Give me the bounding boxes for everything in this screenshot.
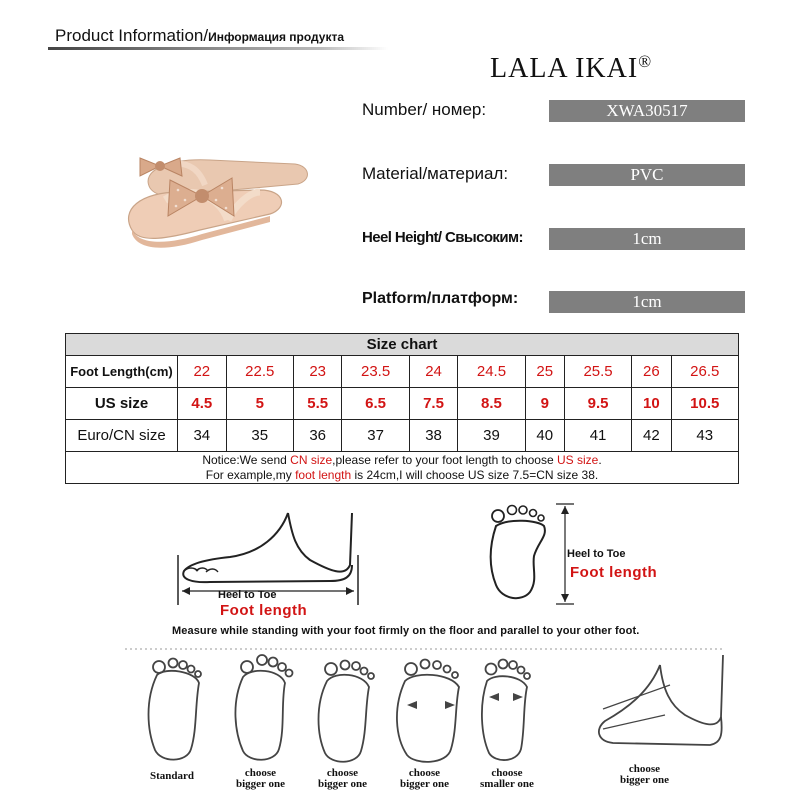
sole-heel-to-toe-label: Heel to Toe [567, 548, 626, 560]
euro-size-cell: 43 [671, 420, 738, 452]
fit-label-line: choose [408, 767, 441, 779]
fit-label-line: choose [628, 763, 661, 775]
fit-label-long-toes [318, 768, 367, 790]
euro-size-cell: 40 [525, 420, 564, 452]
us-size-cell: 10 [632, 388, 671, 420]
spec-label-heel-height: Heel Height/ Свысоким: [362, 229, 523, 246]
us-size-cell: 10.5 [671, 388, 738, 420]
us-size-cell: 8.5 [458, 388, 525, 420]
row-label-euro-cn-size: Euro/CN size [66, 420, 178, 452]
fit-label-high-instep [620, 764, 669, 786]
fit-label-line: Standard [150, 770, 195, 782]
section-title [55, 26, 344, 46]
fit-label-line: bigger one [620, 774, 669, 786]
spec-label-material: Material/материал: [362, 164, 509, 183]
notice-line-1 [66, 453, 738, 468]
foot-narrow-sole [482, 660, 530, 761]
brand-logo [490, 52, 652, 85]
fit-label-wide-sole [400, 768, 449, 790]
fit-label-narrow-sole [480, 768, 534, 790]
euro-size-cell: 35 [226, 420, 293, 452]
fit-label-line: choose [326, 767, 359, 779]
spec-label-number: Number/ номер: [362, 100, 487, 119]
spec-label-platform: Platform/платформ: [362, 290, 519, 307]
row-label-us-size: US size [66, 388, 178, 420]
size-chart-header-row [66, 334, 739, 356]
foot-wide-sole [397, 660, 459, 762]
foot-standard [149, 659, 202, 760]
notice-text: ,please refer to your foot length to choose [332, 452, 557, 467]
fit-label-line: bigger one [318, 778, 367, 790]
side-foot-length-label: Foot length [220, 602, 308, 619]
foot-length-row [66, 356, 739, 388]
euro-size-cell: 37 [342, 420, 409, 452]
registered-mark: ® [638, 52, 653, 71]
spec-value-material: PVC [549, 164, 745, 186]
product-sandal-image [110, 130, 320, 260]
side-heel-to-toe-label: Heel to Toe [218, 589, 277, 601]
foot-wide-toes [235, 655, 292, 760]
foot-length-cell: 26.5 [671, 356, 738, 388]
foot-length-cell: 24 [409, 356, 458, 388]
spec-value-platform: 1cm [549, 291, 745, 313]
foot-length-cell: 24.5 [458, 356, 525, 388]
row-label-foot-length: Foot Length(cm) [66, 356, 178, 388]
fit-label-line: smaller one [480, 778, 534, 790]
notice-highlight: foot length [295, 467, 352, 482]
notice-text: For example,my [205, 467, 296, 482]
size-chart-table [65, 333, 739, 484]
foot-length-cell: 26 [632, 356, 671, 388]
euro-size-cell: 38 [409, 420, 458, 452]
us-size-cell: 4.5 [178, 388, 227, 420]
euro-size-cell: 36 [293, 420, 342, 452]
size-notice [66, 452, 739, 484]
fit-label-line: choose [491, 767, 523, 779]
us-size-cell: 7.5 [409, 388, 458, 420]
foot-length-cell: 23 [293, 356, 342, 388]
foot-length-cell: 25 [525, 356, 564, 388]
notice-text: is 24cm,I will choose US size 7.5=CN size 38. [351, 467, 599, 482]
us-size-cell: 9.5 [564, 388, 631, 420]
section-title-ru: Информация продукта [208, 30, 345, 44]
euro-cn-size-row [66, 420, 739, 452]
euro-size-cell: 34 [178, 420, 227, 452]
us-size-cell: 5.5 [293, 388, 342, 420]
fit-label-line: choose [244, 767, 277, 779]
measure-instruction: Measure while standing with your foot firmly on the floor and parallel to your other foot. [172, 625, 640, 637]
notice-row [66, 452, 739, 484]
title-underline [48, 47, 388, 50]
notice-text: . [598, 452, 602, 467]
size-chart-title: Size chart [66, 334, 739, 356]
foot-length-cell: 25.5 [564, 356, 631, 388]
us-size-cell: 9 [525, 388, 564, 420]
euro-size-cell: 42 [632, 420, 671, 452]
fit-label-line: bigger one [236, 778, 285, 790]
foot-length-cell: 22.5 [226, 356, 293, 388]
fit-label-line: bigger one [400, 778, 449, 790]
fit-label-wide-toes [236, 768, 285, 790]
euro-size-cell: 39 [458, 420, 525, 452]
spec-value-heel-height: 1cm [549, 228, 745, 250]
foot-length-cell: 22 [178, 356, 227, 388]
brand-name: LALA IKAI [490, 53, 639, 84]
sole-foot-length-label: Foot length [570, 564, 658, 581]
fit-label-standard [150, 771, 194, 782]
notice-highlight: CN size [290, 452, 333, 467]
foot-fit-diagrams [125, 645, 735, 770]
us-size-row [66, 388, 739, 420]
foot-long-toes [319, 661, 375, 762]
foot-high-instep [599, 655, 723, 745]
notice-text: Notice:We send [202, 452, 291, 467]
spec-value-number: XWA30517 [549, 100, 745, 122]
notice-highlight: US size [556, 452, 599, 467]
section-title-en: Product Information/ [55, 26, 209, 45]
notice-line-2 [66, 468, 738, 483]
us-size-cell: 5 [226, 388, 293, 420]
foot-length-cell: 23.5 [342, 356, 409, 388]
euro-size-cell: 41 [564, 420, 631, 452]
us-size-cell: 6.5 [342, 388, 409, 420]
